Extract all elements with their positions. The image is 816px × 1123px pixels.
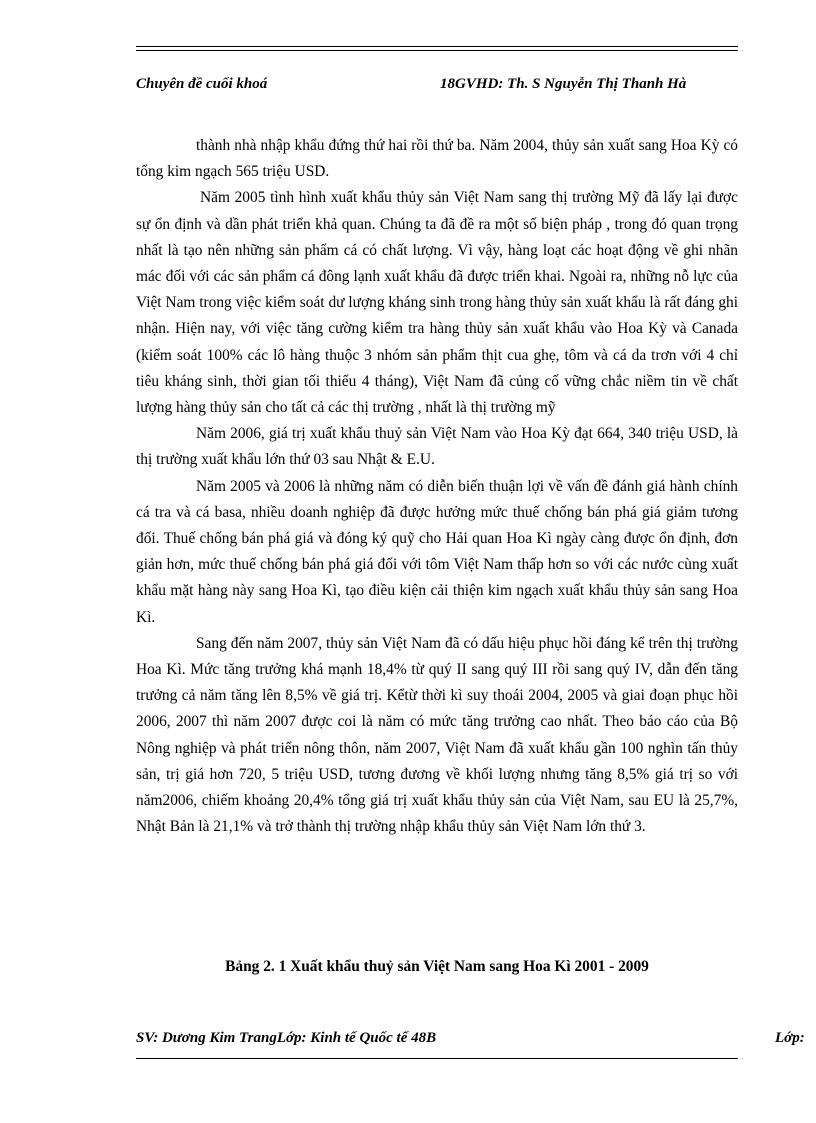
paragraph-1: thành nhà nhập khẩu đứng thứ hai rồi thứ ba. Năm 2004, thủy sản xuất sang Hoa Kỳ có tổng kim ngạch 565 triệu USD. — [136, 137, 738, 181]
footer-rule — [136, 1058, 738, 1059]
footer-student: SV: Dương Kim TrangLớp: Kinh tế Quốc tế 48B — [136, 1030, 437, 1046]
footer-class-label: Lớp: — [775, 1030, 805, 1046]
header-doc-type: Chuyên đề cuối khoá — [136, 76, 268, 92]
header-double-rule — [136, 46, 738, 51]
body-text — [136, 133, 738, 840]
header-supervisor: 18GVHD: Th. S Nguyễn Thị Thanh Hà — [440, 76, 687, 92]
paragraph-3: Năm 2006, giá trị xuất khẩu thuỷ sản Việt Nam vào Hoa Kỳ đạt 664, 340 triệu USD, là thị trường xuất khẩu lớn thứ 03 sau Nhật & E.U. — [136, 425, 738, 469]
paragraph-5: Sang đến năm 2007, thủy sản Việt Nam đã có dấu hiệu phục hồi đáng kể trên thị trường Hoa Kì. Mức tăng trưởng khá mạnh 18,4% từ quý II sang quý III rồi sang quý IV, dẫn đến tăng trưởng cả năm tăng lên 8,5% về giá trị. Kểtừ thời kì suy thoái 2004, 2005 và giai đoạn phục hồi 2006, 2007 thì năm 2007 được coi là năm có mức tăng trưởng cao nhất. Theo báo cáo của Bộ Nông nghiệp và phát triển nông thôn, năm 2007, Việt Nam đã xuất khẩu gần 100 nghìn tấn thủy sản, trị giá hơn 720, 5 triệu USD, tương đương về khối lượng nhưng tăng 8,5% giá trị so với năm2006, chiếm khoảng 20,4% tổng giá trị xuất khẩu thủy sản của Việt Nam, sau EU là 25,7%, Nhật Bản là 21,1% và trở thành thị trường nhập khẩu thủy sản Việt Nam lớn thứ 3. — [136, 634, 738, 836]
paragraph-2: Năm 2005 tình hình xuất khẩu thủy sản Việt Nam sang thị trường Mỹ đã lấy lại được sự ổn định và dần phát triển khả quan. Chúng ta đã đề ra một số biện pháp , trong đó quan trọng nhất là tạo nên những sản phẩm cá có chất lượng. Vì vậy, hàng loạt các hoạt động về ghi nhãn mác đối với các sản phẩm cá đông lạnh xuất khẩu đã được triển khai. Ngoài ra, những nỗ lực của Việt Nam trong việc kiểm soát dư lượng kháng sinh trong hàng thủy sản xuất khẩu là rất đáng ghi nhận. Hiện nay, với việc tăng cường kiểm tra hàng thủy sản xuất khẩu vào Hoa Kỳ và Canada (kiểm soát 100% các lô hàng thuộc 3 nhóm sản phẩm thịt cua ghẹ, tôm và cá da trơn với 4 chỉ tiêu kháng sinh, thời gian tối thiểu 4 tháng), Việt Nam đã củng cố vững chắc niềm tin về chất lượng hàng thủy sản cho tất cả các thị trường , nhất là thị trường mỹ — [136, 189, 738, 417]
table-caption: Bảng 2. 1 Xuất khẩu thuỷ sản Việt Nam sang Hoa Kì 2001 - 2009 — [225, 958, 649, 975]
paragraph-4: Năm 2005 và 2006 là những năm có diễn biến thuận lợi về vấn đề đánh giá hành chính cá tra và cá basa, nhiều doanh nghiệp đã được hưởng mức thuế chống bán phá giá giảm tương đối. Thuế chống bán phá giá và đóng ký quỹ cho Hải quan Hoa Kì ngày càng được ổn định, đơn giản hơn, mức thuế chống bán phá giá đối với tôm Việt Nam thấp hơn so với các nước cùng xuất khẩu mặt hàng này sang Hoa Kì, tạo điều kiện cải thiện kim ngạch xuất khẩu thủy sản sang Hoa Kì. — [136, 477, 738, 626]
